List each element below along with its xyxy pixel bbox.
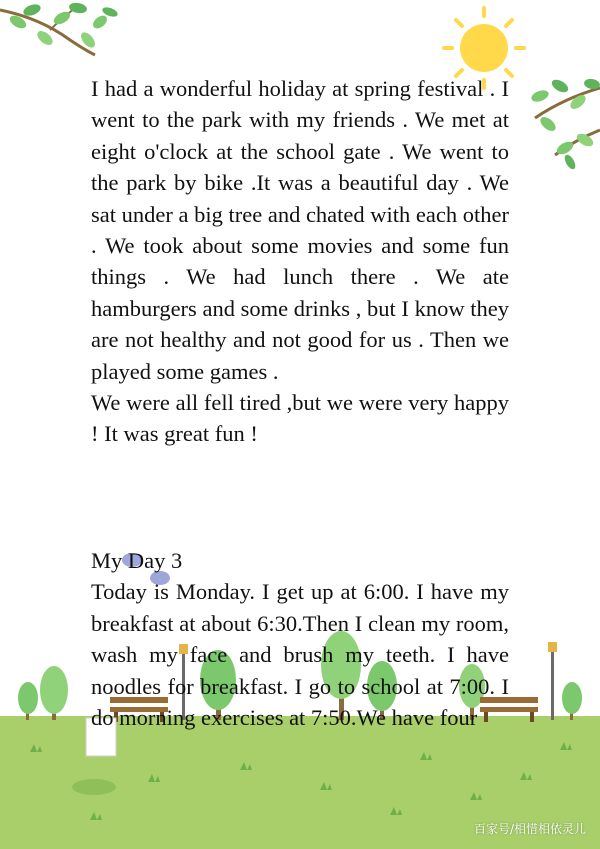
essay-one [91, 73, 509, 450]
essay-one-paragraph-2: We were all fell tired ,but we were very happy ! It was great fun ! [91, 390, 509, 447]
watermark: 百家号/相惜相依灵儿 [473, 822, 586, 836]
essay-two [91, 545, 509, 733]
leafy-branch-top-left [0, 2, 119, 55]
dirt-patch [72, 779, 116, 795]
essay-two-title: My Day 3 [91, 548, 183, 573]
essay-one-paragraph-1: I had a wonderful holiday at spring festival . I went to the park with my friends . We met at eight o'clock at the school gate . We went to the park by bike .It was a beautiful day . We sat under a big tree and chated with each other . We took about some movies and some fun things . We had lunch there . We ate hamburgers and some drinks , but I know they are not healthy and not good for us . Then we played some games . [91, 76, 509, 384]
essay-two-body: Today is Monday. I get up at 6:00. I have my breakfast at about 6:30.Then I clean my room, wash my face and brush my teeth. I have noodles for breakfast. I go to school at 7:00. I do morning exercises at 7:50.We have four [91, 579, 509, 731]
leafy-branch-right [530, 77, 600, 171]
